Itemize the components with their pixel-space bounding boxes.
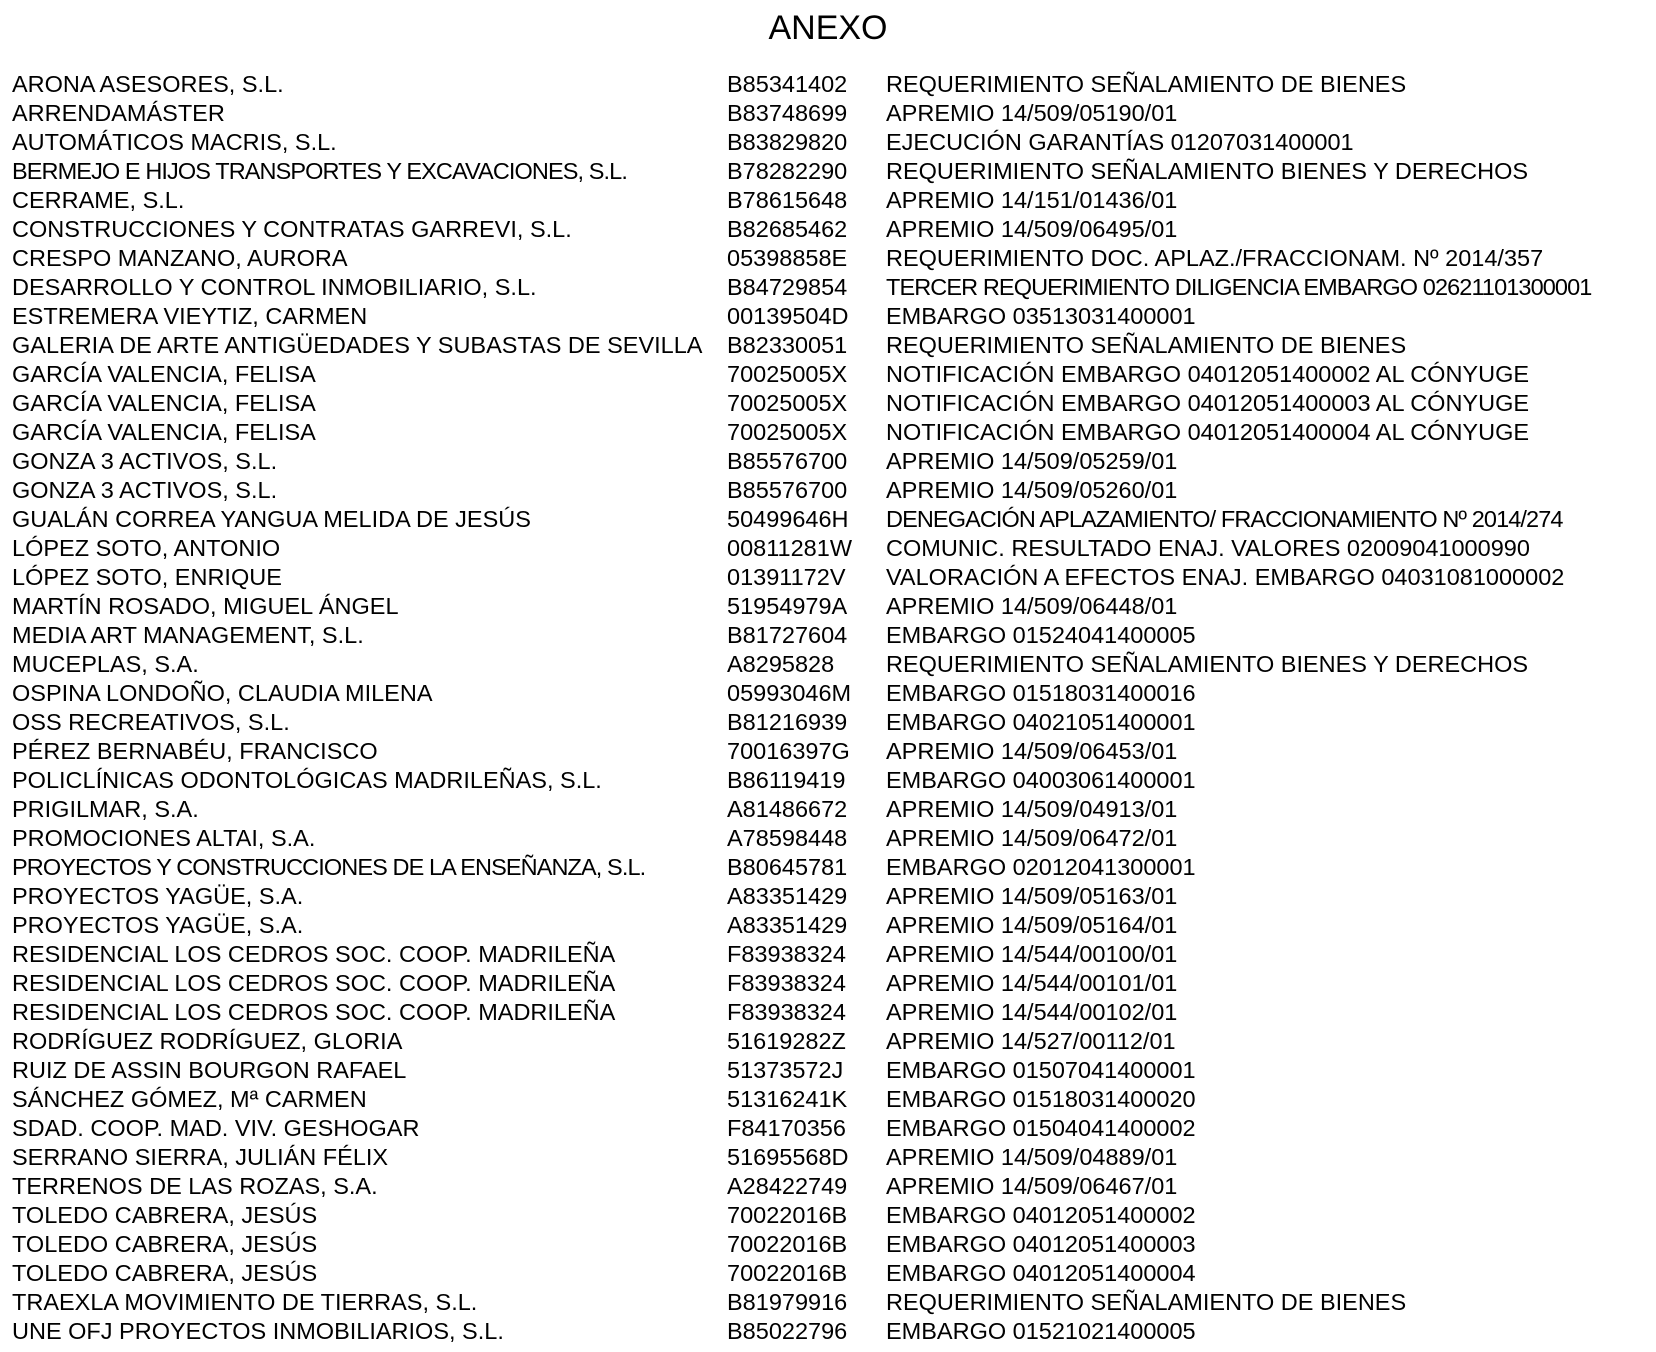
tax-id: A28422749: [727, 1173, 848, 1199]
tax-id: F84170356: [727, 1115, 846, 1141]
action-description: EMBARGO 01518031400020: [886, 1086, 1196, 1112]
tax-id: B85576700: [727, 448, 848, 474]
entity-name: RESIDENCIAL LOS CEDROS SOC. COOP. MADRILEÑA: [12, 941, 616, 967]
tax-id: B82685462: [727, 216, 848, 242]
action-description: REQUERIMIENTO SEÑALAMIENTO DE BIENES: [886, 1289, 1407, 1315]
entity-name: POLICLÍNICAS ODONTOLÓGICAS MADRILEÑAS, S.L.: [12, 767, 602, 793]
tax-id: 05993046M: [727, 680, 852, 706]
list-item: [0, 1143, 1656, 1172]
list-item: [0, 737, 1656, 766]
tax-id: 01391172V: [727, 564, 846, 590]
list-item: [0, 244, 1656, 273]
action-description: NOTIFICACIÓN EMBARGO 04012051400002 AL CÓNYUGE: [886, 361, 1530, 387]
tax-id: A83351429: [727, 883, 848, 909]
tax-id: 51316241K: [727, 1086, 848, 1112]
tax-id: 51373572J: [727, 1057, 844, 1083]
entity-name: TOLEDO CABRERA, JESÚS: [12, 1231, 318, 1257]
tax-id: 50499646H: [727, 506, 849, 532]
tax-id: 00139504D: [727, 303, 849, 329]
entity-name: RUIZ DE ASSIN BOURGON RAFAEL: [12, 1057, 407, 1083]
action-description: APREMIO 14/509/06495/01: [886, 216, 1178, 242]
list-item: [0, 389, 1656, 418]
tax-id: F83938324: [727, 970, 846, 996]
entity-name: LÓPEZ SOTO, ENRIQUE: [12, 564, 282, 590]
tax-id: B78282290: [727, 158, 848, 184]
entity-name: TOLEDO CABRERA, JESÚS: [12, 1202, 318, 1228]
action-description: APREMIO 14/151/01436/01: [886, 187, 1178, 213]
action-description: APREMIO 14/544/00102/01: [886, 999, 1178, 1025]
action-description: COMUNIC. RESULTADO ENAJ. VALORES 02009041000990: [886, 535, 1530, 561]
action-description: APREMIO 14/509/05259/01: [886, 448, 1178, 474]
tax-id: 05398858E: [727, 245, 848, 271]
list-item: [0, 1201, 1656, 1230]
action-description: EMBARGO 01521021400005: [886, 1318, 1196, 1344]
entity-name: PRIGILMAR, S.A.: [12, 796, 199, 822]
list-item: [0, 360, 1656, 389]
list-item: [0, 650, 1656, 679]
tax-id: B82330051: [727, 332, 848, 358]
entity-name: ARRENDAMÁSTER: [12, 100, 225, 126]
list-item: [0, 99, 1656, 128]
list-item: [0, 795, 1656, 824]
entity-name: CRESPO MANZANO, AURORA: [12, 245, 348, 271]
entity-name: GARCÍA VALENCIA, FELISA: [12, 419, 316, 445]
tax-id: B85022796: [727, 1318, 848, 1344]
action-description: APREMIO 14/509/05190/01: [886, 100, 1178, 126]
list-item: [0, 273, 1656, 302]
action-description: APREMIO 14/509/05260/01: [886, 477, 1178, 503]
action-description: EMBARGO 04012051400003: [886, 1231, 1196, 1257]
list-item: [0, 1317, 1656, 1346]
action-description: TERCER REQUERIMIENTO DILIGENCIA EMBARGO 02621101300001: [886, 274, 1592, 300]
entity-name: MUCEPLAS, S.A.: [12, 651, 199, 677]
action-description: APREMIO 14/544/00100/01: [886, 941, 1178, 967]
entity-name: GALERIA DE ARTE ANTIGÜEDADES Y SUBASTAS DE SEVILLA: [12, 332, 703, 358]
list-item: [0, 882, 1656, 911]
action-description: APREMIO 14/509/04913/01: [886, 796, 1178, 822]
action-description: EMBARGO 02012041300001: [886, 854, 1196, 880]
action-description: REQUERIMIENTO SEÑALAMIENTO DE BIENES: [886, 71, 1407, 97]
tax-id: 70016397G: [727, 738, 850, 764]
action-description: EMBARGO 04012051400004: [886, 1260, 1196, 1286]
tax-id: B80645781: [727, 854, 848, 880]
entity-name: PROYECTOS YAGÜE, S.A.: [12, 883, 304, 909]
tax-id: 70025005X: [727, 390, 848, 416]
action-description: APREMIO 14/509/06472/01: [886, 825, 1178, 851]
tax-id: 70022016B: [727, 1260, 848, 1286]
action-description: EMBARGO 03513031400001: [886, 303, 1196, 329]
list-item: [0, 215, 1656, 244]
tax-id: B81979916: [727, 1289, 848, 1315]
tax-id: B86119419: [727, 767, 846, 793]
entity-name: TERRENOS DE LAS ROZAS, S.A.: [12, 1173, 378, 1199]
action-description: EMBARGO 04021051400001: [886, 709, 1196, 735]
action-description: NOTIFICACIÓN EMBARGO 04012051400003 AL CÓNYUGE: [886, 390, 1530, 416]
entity-name: MARTÍN ROSADO, MIGUEL ÁNGEL: [12, 593, 399, 619]
entity-name: MEDIA ART MANAGEMENT, S.L.: [12, 622, 364, 648]
list-item: [0, 476, 1656, 505]
list-item: [0, 157, 1656, 186]
entity-name: SDAD. COOP. MAD. VIV. GESHOGAR: [12, 1115, 420, 1141]
entity-name: SÁNCHEZ GÓMEZ, Mª CARMEN: [12, 1086, 367, 1112]
entity-name: PROYECTOS Y CONSTRUCCIONES DE LA ENSEÑANZA, S.L.: [12, 854, 646, 880]
tax-id: B78615648: [727, 187, 848, 213]
action-description: EMBARGO 04003061400001: [886, 767, 1196, 793]
tax-id: B85576700: [727, 477, 848, 503]
list-item: [0, 1288, 1656, 1317]
entity-name: TOLEDO CABRERA, JESÚS: [12, 1260, 318, 1286]
tax-id: B81216939: [727, 709, 848, 735]
entity-name: TRAEXLA MOVIMIENTO DE TIERRAS, S.L.: [12, 1289, 478, 1315]
action-description: REQUERIMIENTO SEÑALAMIENTO BIENES Y DERECHOS: [886, 158, 1529, 184]
list-item: [0, 418, 1656, 447]
entity-name: DESARROLLO Y CONTROL INMOBILIARIO, S.L.: [12, 274, 537, 300]
tax-id: B83829820: [727, 129, 848, 155]
entity-name: RESIDENCIAL LOS CEDROS SOC. COOP. MADRILEÑA: [12, 970, 616, 996]
entity-name: GONZA 3 ACTIVOS, S.L.: [12, 477, 278, 503]
tax-id: 70025005X: [727, 419, 848, 445]
entity-name: ARONA ASESORES, S.L.: [12, 71, 284, 97]
list-item: [0, 766, 1656, 795]
action-description: VALORACIÓN A EFECTOS ENAJ. EMBARGO 04031081000002: [886, 564, 1565, 590]
list-item: [0, 1172, 1656, 1201]
tax-id: B83748699: [727, 100, 848, 126]
tax-id: A81486672: [727, 796, 848, 822]
entity-name: RODRÍGUEZ RODRÍGUEZ, GLORIA: [12, 1028, 403, 1054]
entity-name: PROYECTOS YAGÜE, S.A.: [12, 912, 304, 938]
entity-name: PÉREZ BERNABÉU, FRANCISCO: [12, 738, 378, 764]
list-item: [0, 1114, 1656, 1143]
tax-id: 70025005X: [727, 361, 848, 387]
action-description: EJECUCIÓN GARANTÍAS 01207031400001: [886, 129, 1354, 155]
list-item: [0, 505, 1656, 534]
action-description: REQUERIMIENTO DOC. APLAZ./FRACCIONAM. Nº 2014/357: [886, 245, 1544, 271]
list-item: [0, 1085, 1656, 1114]
list-item: [0, 302, 1656, 331]
list-item: [0, 998, 1656, 1027]
action-description: APREMIO 14/509/05164/01: [886, 912, 1178, 938]
tax-id: 51954979A: [727, 593, 848, 619]
entity-name: PROMOCIONES ALTAI, S.A.: [12, 825, 316, 851]
list-item: [0, 592, 1656, 621]
list-item: [0, 70, 1656, 99]
tax-id: B85341402: [727, 71, 848, 97]
list-item: [0, 621, 1656, 650]
list-item: [0, 534, 1656, 563]
action-description: EMBARGO 04012051400002: [886, 1202, 1196, 1228]
tax-id: F83938324: [727, 941, 846, 967]
entity-name: ESTREMERA VIEYTIZ, CARMEN: [12, 303, 368, 329]
entity-name: CERRAME, S.L.: [12, 187, 185, 213]
tax-id: 70022016B: [727, 1231, 848, 1257]
entity-name: RESIDENCIAL LOS CEDROS SOC. COOP. MADRILEÑA: [12, 999, 616, 1025]
entity-name: UNE OFJ PROYECTOS INMOBILIARIOS, S.L.: [12, 1318, 504, 1344]
action-description: REQUERIMIENTO SEÑALAMIENTO DE BIENES: [886, 332, 1407, 358]
tax-id: A8295828: [727, 651, 835, 677]
action-description: APREMIO 14/509/05163/01: [886, 883, 1178, 909]
list-item: [0, 447, 1656, 476]
action-description: EMBARGO 01518031400016: [886, 680, 1196, 706]
action-description: APREMIO 14/509/06453/01: [886, 738, 1178, 764]
list-item: [0, 911, 1656, 940]
list-item: [0, 679, 1656, 708]
action-description: REQUERIMIENTO SEÑALAMIENTO BIENES Y DERECHOS: [886, 651, 1529, 677]
entity-name: GARCÍA VALENCIA, FELISA: [12, 390, 316, 416]
entity-name: AUTOMÁTICOS MACRIS, S.L.: [12, 129, 337, 155]
tax-id: A78598448: [727, 825, 848, 851]
list-item: [0, 708, 1656, 737]
list-item: [0, 1230, 1656, 1259]
action-description: EMBARGO 01504041400002: [886, 1115, 1196, 1141]
tax-id: B81727604: [727, 622, 848, 648]
entity-name: LÓPEZ SOTO, ANTONIO: [12, 535, 281, 561]
list-item: [0, 853, 1656, 882]
tax-id: A83351429: [727, 912, 848, 938]
list-item: [0, 1027, 1656, 1056]
action-description: APREMIO 14/509/04889/01: [886, 1144, 1178, 1170]
entity-name: GARCÍA VALENCIA, FELISA: [12, 361, 316, 387]
list-item: [0, 186, 1656, 215]
entity-name: GUALÁN CORREA YANGUA MELIDA DE JESÚS: [12, 506, 531, 532]
list-item: [0, 969, 1656, 998]
tax-id: 51695568D: [727, 1144, 849, 1170]
page-title: ANEXO: [768, 9, 888, 47]
tax-id: B84729854: [727, 274, 848, 300]
entity-name: CONSTRUCCIONES Y CONTRATAS GARREVI, S.L.: [12, 216, 572, 242]
action-description: DENEGACIÓN APLAZAMIENTO/ FRACCIONAMIENTO Nº 2014/274: [886, 506, 1563, 532]
annex-list: [0, 70, 1656, 1346]
entity-name: GONZA 3 ACTIVOS, S.L.: [12, 448, 278, 474]
entity-name: OSS RECREATIVOS, S.L.: [12, 709, 290, 735]
action-description: APREMIO 14/509/06467/01: [886, 1173, 1178, 1199]
action-description: EMBARGO 01507041400001: [886, 1057, 1196, 1083]
list-item: [0, 128, 1656, 157]
list-item: [0, 940, 1656, 969]
action-description: NOTIFICACIÓN EMBARGO 04012051400004 AL CÓNYUGE: [886, 419, 1530, 445]
entity-name: SERRANO SIERRA, JULIÁN FÉLIX: [12, 1144, 389, 1170]
action-description: APREMIO 14/544/00101/01: [886, 970, 1178, 996]
action-description: EMBARGO 01524041400005: [886, 622, 1196, 648]
action-description: APREMIO 14/527/00112/01: [886, 1028, 1176, 1054]
list-item: [0, 1056, 1656, 1085]
tax-id: 00811281W: [727, 535, 852, 561]
action-description: APREMIO 14/509/06448/01: [886, 593, 1178, 619]
tax-id: 51619282Z: [727, 1028, 846, 1054]
list-item: [0, 331, 1656, 360]
list-item: [0, 563, 1656, 592]
tax-id: F83938324: [727, 999, 846, 1025]
entity-name: BERMEJO E HIJOS TRANSPORTES Y EXCAVACIONES, S.L.: [12, 158, 627, 184]
list-item: [0, 824, 1656, 853]
list-item: [0, 1259, 1656, 1288]
tax-id: 70022016B: [727, 1202, 848, 1228]
entity-name: OSPINA LONDOÑO, CLAUDIA MILENA: [12, 680, 433, 706]
